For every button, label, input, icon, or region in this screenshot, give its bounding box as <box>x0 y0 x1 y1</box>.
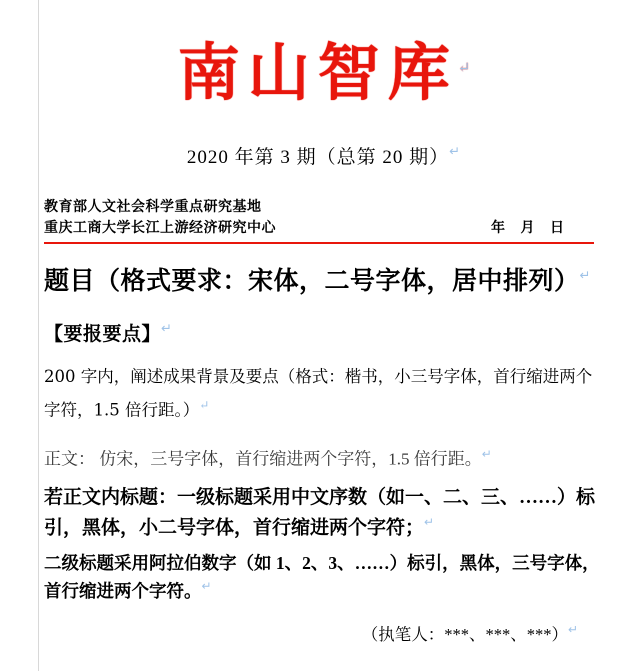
paragraph-mark-icon: ↵ <box>567 622 578 637</box>
paragraph-mark-icon: ↵ <box>481 446 492 461</box>
document-title <box>44 264 604 299</box>
masthead-text: 南山智库 <box>177 36 458 109</box>
heading-rule-level-2 <box>44 549 604 605</box>
document-title-text: 题目（格式要求：宋体，二号字体，居中排列） <box>44 268 580 295</box>
paragraph-mark-icon: ↵ <box>579 267 591 283</box>
letterhead-block <box>44 197 604 244</box>
red-divider-rule <box>44 242 594 244</box>
issue-text: 2020 年第 3 期（总第 20 期） <box>186 147 450 168</box>
issue-line <box>44 142 604 169</box>
document-content <box>44 0 604 645</box>
keypoints-label-text: 【要报要点】 <box>44 324 162 345</box>
paragraph-mark-icon: ↵ <box>161 320 173 336</box>
paragraph-mark-icon: ↵ <box>424 514 435 529</box>
heading-rule-level-2-text: 二级标题采用阿拉伯数字（如 1、2、3、……）标引，黑体，三号字体，首行缩进两个字符。 <box>44 552 600 601</box>
letterhead-line-1: 教育部人文社会科学重点研究基地 <box>44 200 262 215</box>
paragraph-mark-icon: ↵ <box>201 578 212 593</box>
paragraph-mark-icon: ↵ <box>457 58 471 77</box>
keypoints-body-text: 200 字内，阐述成果背景及要点（格式：楷书，小三号字体，首行缩进两个字符，1.5 倍行距。） <box>44 367 593 420</box>
masthead-title <box>44 36 604 109</box>
letterhead-line-2-row <box>44 218 604 239</box>
paragraph-mark-icon: ↵ <box>449 143 462 159</box>
keypoints-body <box>44 360 604 427</box>
keypoints-label <box>44 319 604 346</box>
letterhead-line-2: 重庆工商大学长江上游经济研究中心 <box>44 221 276 236</box>
heading-rule-level-1 <box>44 483 604 542</box>
body-text: 正文： 仿宋，三号字体，首行缩进两个字符，1.5 倍行距。 <box>44 449 482 469</box>
left-margin-rule <box>38 0 39 671</box>
paragraph-mark-icon: ↵ <box>199 398 210 412</box>
heading-rule-level-1-text: 若正文内标题：一级标题采用中文序数（如一、二、三、……）标引，黑体，小二号字体，首行缩进两个字符； <box>44 487 596 539</box>
letterhead-date: 年 月 日 <box>491 221 570 236</box>
author-signature <box>44 621 604 645</box>
author-signature-text: （执笔人：***、***、***） <box>361 624 568 644</box>
body-text-paragraph <box>44 443 604 476</box>
